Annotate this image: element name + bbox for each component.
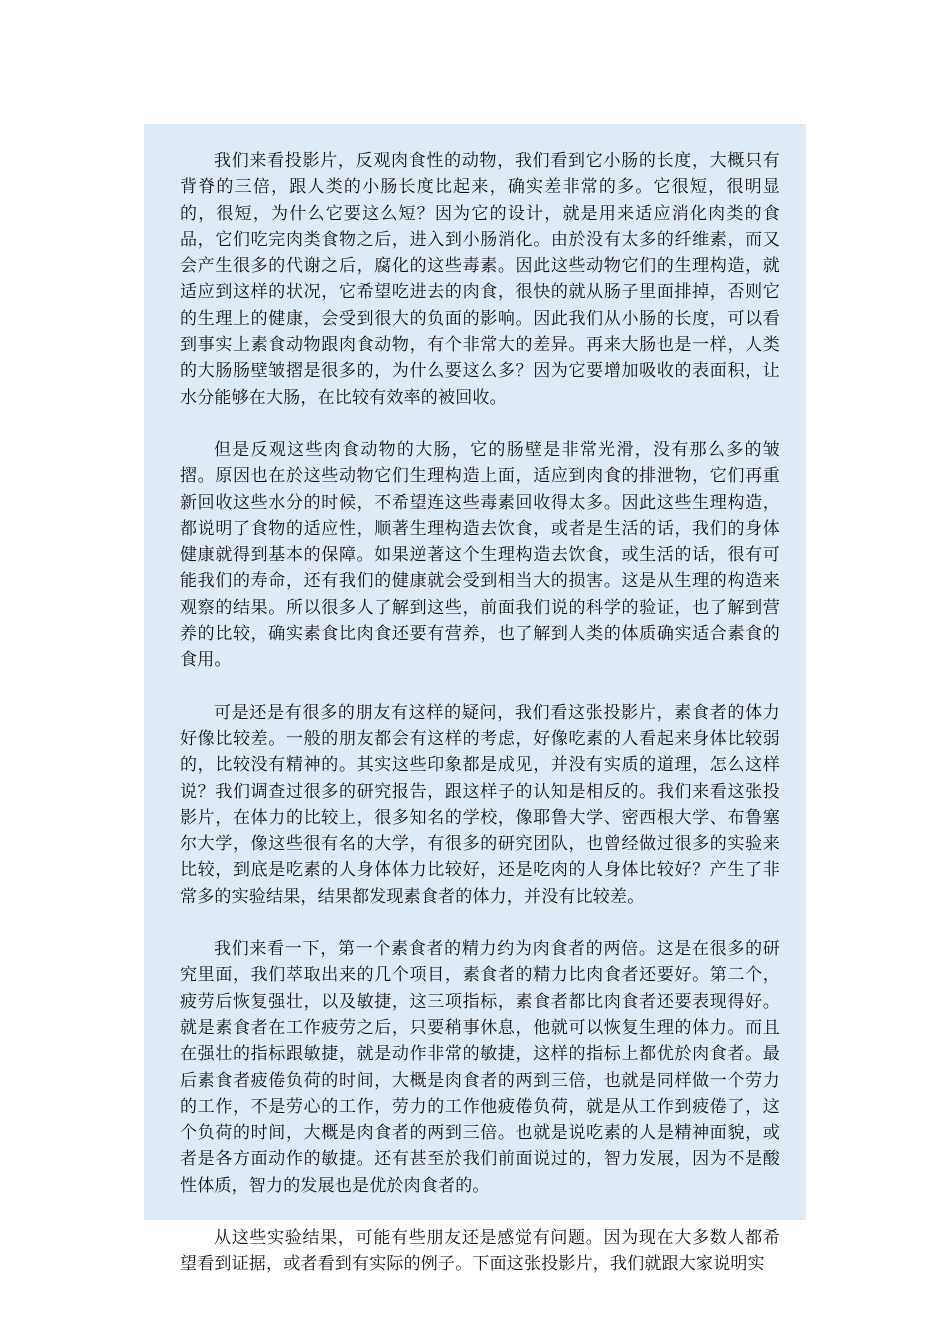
paragraph-1: 我们来看投影片，反观肉食性的动物，我们看到它小肠的长度，大概只有背脊的三倍，跟人类的小肠长度比起来，确实差非常的多。它很短，很明显的，很短，为什么它要这么短？因为它的设计，就是用来适应消化肉类的食品，它们吃完肉类食物之后，进入到小肠消化。由於没有太多的纤维素，而又会产生很多的代谢之后，腐化的这些毒素。因此这些动物它们的生理构造，就适应到这样的状况，它希望吃进去的肉食，很快的就从肠子里面排掉，否则它的生理上的健康，会受到很大的负面的影响。因此我们从小肠的长度，可以看到事实上素食动物跟肉食动物，有个非常大的差异。再来大肠也是一样，人类的大肠肠壁皱摺是很多的，为什么要这么多？因为它要增加吸收的表面积，让水分能够在大肠，在比较有效率的被回收。 xyxy=(180,151,780,408)
paragraph-2: 但是反观这些肉食动物的大肠，它的肠壁是非常光滑，没有那么多的皱摺。原因也在於这些动物它们生理构造上面，适应到肉食的排泄物，它们再重新回收这些水分的时候，不希望连这些毒素回收得太多。因此这些生理构造，都说明了食物的适应性，顺著生理构造去饮食，或者是生活的话，我们的身体健康就得到基本的保障。如果逆著这个生理构造去饮食，或生活的话，很有可能我们的寿命，还有我们的健康就会受到相当大的损害。这是从生理的构造来观察的结果。所以很多人了解到这些，前面我们说的科学的验证，也了解到营养的比较，确实素食比肉食还要有营养，也了解到人类的体质确实适合素食的食用。 xyxy=(180,439,780,671)
paragraph-4: 我们来看一下，第一个素食者的精力约为肉食者的两倍。这是在很多的研究里面，我们萃取出来的几个项目，素食者的精力比肉食者还要好。第二个，疲劳后恢复强壮，以及敏捷，这三项指标，素食者都比肉食者还要表现得好。就是素食者在工作疲劳之后，只要稍事休息，他就可以恢复生理的体力。而且在强壮的指标跟敏捷，就是动作非常的敏捷，这样的指标上都优於肉食者。最后素食者疲倦负荷的时间，大概是肉食者的两到三倍，也就是同样做一个劳力的工作，不是劳心的工作，劳力的工作他疲倦负荷，就是从工作到疲倦了，这个负荷的时间，大概是肉食者的两到三倍。也就是说吃素的人是精神面貌，或者是各方面动作的敏捷。还有甚至於我们前面说过的，智力发展，因为不是酸性体质，智力的发展也是优於肉食者的。 xyxy=(180,939,780,1196)
paragraph-3: 可是还是有很多的朋友有这样的疑问，我们看这张投影片，素食者的体力好像比较差。一般的朋友都会有这样的考虑，好像吃素的人看起来身体比较弱的，比较没有精神的。其实这些印象都是成见，并没有实质的道理，怎么这样说？我们调查过很多的研究报告，跟这样子的认知是相反的。我们来看这张投影片，在体力的比较上，很多知名的学校，像耶鲁大学、密西根大学、布鲁塞尔大学，像这些很有名的大学，有很多的研究团队，也曾经做过很多的实验来比较，到底是吃素的人身体体力比较好，还是吃肉的人身体比较好？产生了非常多的实验结果，结果都发现素食者的体力，并没有比较差。 xyxy=(180,702,780,907)
paragraph-5: 从这些实验结果，可能有些朋友还是感觉有问题。因为现在大多数人都希望看到证据，或者看到有实际的例子。下面这张投影片，我们就跟大家说明实 xyxy=(180,1227,780,1275)
text-panel xyxy=(144,124,806,1275)
